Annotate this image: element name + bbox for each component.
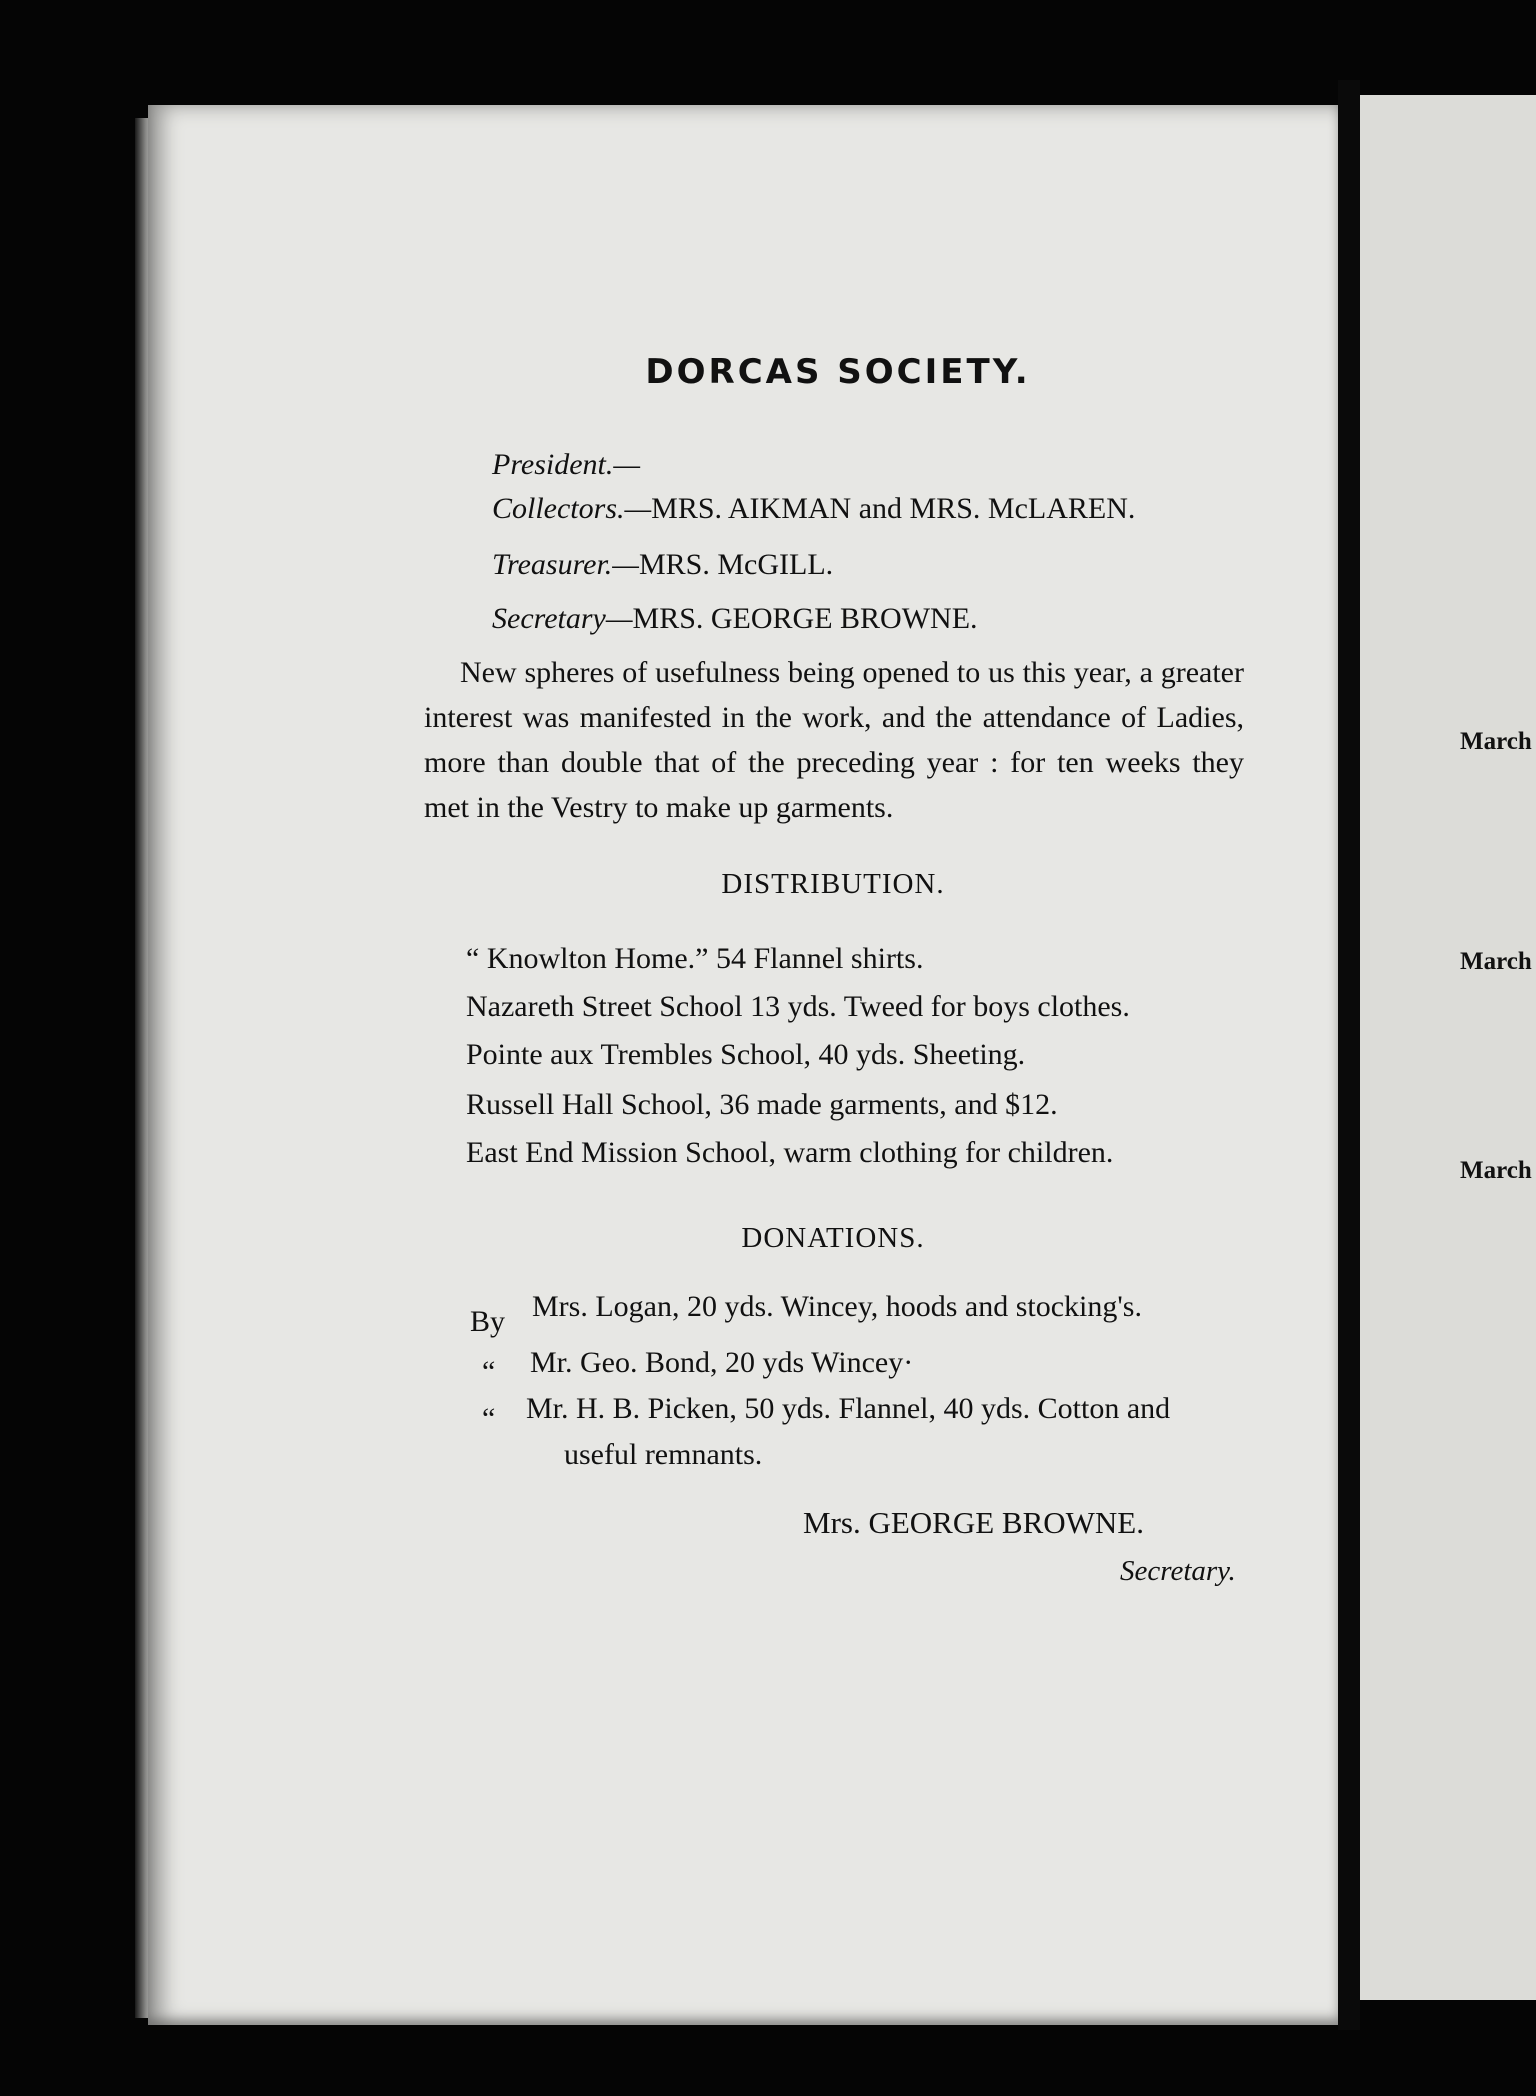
report-paragraph bbox=[424, 650, 1244, 830]
signature-title: Secretary. bbox=[1120, 1555, 1236, 1587]
donation-item: Mr. Geo. Bond, 20 yds Wincey· bbox=[530, 1346, 914, 1379]
donations-heading: DONATIONS. bbox=[741, 1222, 925, 1254]
officer-name: MRS. AIKMAN and MRS. McLAREN. bbox=[651, 492, 1136, 525]
ditto-mark: “ bbox=[482, 1355, 496, 1388]
officer-role: Treasurer.— bbox=[492, 548, 639, 581]
officer-role: President.— bbox=[492, 448, 641, 481]
paragraph-text: New spheres of usefulness being opened to us this year, a greater interest was manifested in the work, and the attendance of Ladies, more than double that of the preceding year : for ten weeks they met in the Vestry to make up garments. bbox=[424, 656, 1244, 824]
page-title: DORCAS SOCIETY. bbox=[645, 352, 1031, 392]
officer-name: MRS. GEORGE BROWNE. bbox=[632, 602, 978, 635]
distribution-item: East End Mission School, warm clothing for children. bbox=[466, 1136, 1114, 1169]
officer-treasurer bbox=[492, 548, 833, 582]
donation-item: Mr. H. B. Picken, 50 yds. Flannel, 40 yds. Cotton and bbox=[526, 1392, 1171, 1425]
distribution-item: Russell Hall School, 36 made garments, and $12. bbox=[466, 1088, 1058, 1121]
donation-item: useful remnants. bbox=[564, 1438, 763, 1471]
donation-by-label: By bbox=[470, 1305, 506, 1338]
officer-role: Collectors.— bbox=[492, 492, 652, 525]
distribution-heading: DISTRIBUTION. bbox=[721, 868, 945, 900]
facing-page-label: March bbox=[1460, 1157, 1532, 1184]
officer-name: MRS. McGILL. bbox=[638, 548, 834, 581]
signature-name: Mrs. GEORGE BROWNE. bbox=[803, 1505, 1144, 1540]
distribution-item: Nazareth Street School 13 yds. Tweed for boys clothes. bbox=[466, 990, 1130, 1023]
facing-page-label: March bbox=[1460, 728, 1532, 755]
distribution-item: “ Knowlton Home.” 54 Flannel shirts. bbox=[466, 942, 924, 975]
officer-collectors bbox=[492, 492, 1135, 526]
ditto-mark: “ bbox=[482, 1402, 496, 1435]
officer-role: Secretary— bbox=[492, 602, 633, 635]
distribution-item: Pointe aux Trembles School, 40 yds. Sheeting. bbox=[466, 1038, 1026, 1071]
officer-president bbox=[492, 448, 640, 482]
officer-secretary bbox=[492, 602, 978, 636]
facing-page-label: March bbox=[1460, 948, 1532, 975]
donation-item: Mrs. Logan, 20 yds. Wincey, hoods and stocking's. bbox=[532, 1290, 1142, 1323]
